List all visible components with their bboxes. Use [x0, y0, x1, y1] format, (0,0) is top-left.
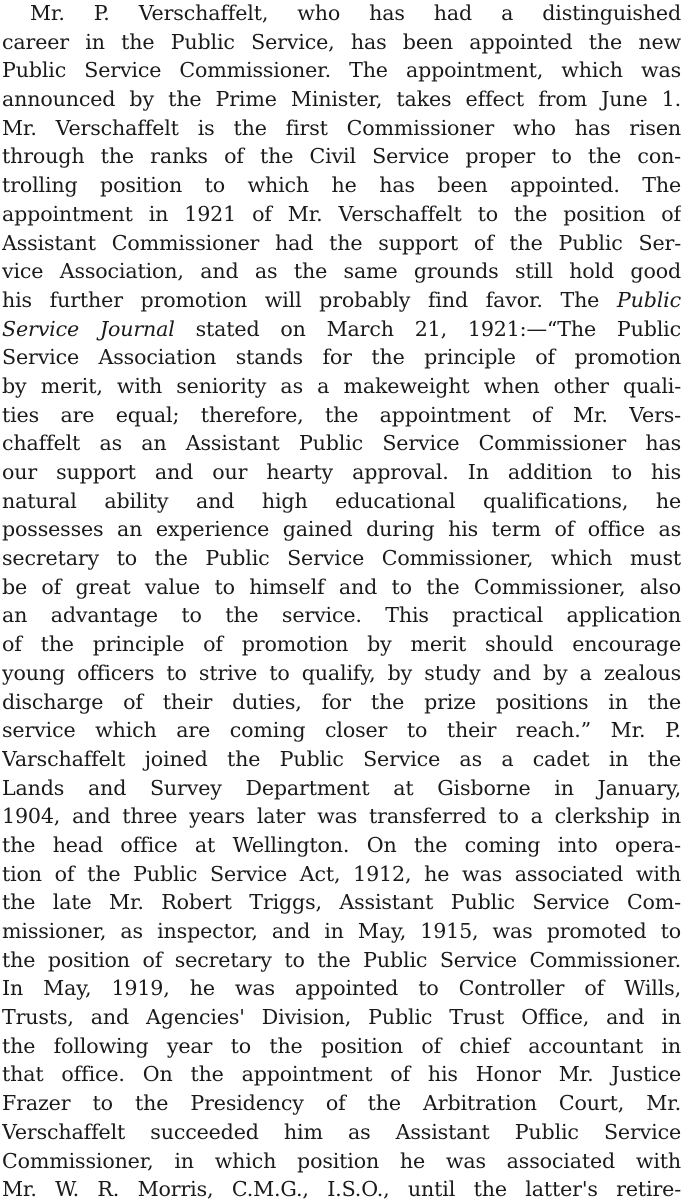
- text-line: discharge of their duties, for the prize positions in the: [2, 689, 681, 714]
- text-line: Mr. Verschaffelt is the first Commissioner who has risen: [2, 115, 681, 140]
- text-line: by merit, with seniority as a makeweight when other quali-: [2, 373, 681, 398]
- text-line: our support and our hearty approval. In addition to his: [2, 460, 681, 484]
- text-line: natural ability and high educational qualifications, he: [2, 488, 681, 513]
- text-line: Trusts, and Agencies' Division, Public Trust Office, and in: [2, 1005, 681, 1030]
- text-line: In May, 1919, he was appointed to Controller of Wills,: [2, 976, 681, 1001]
- text-segment: stated on March 21, 1921:—“The Public: [174, 316, 681, 341]
- text-line: Mr. W. R. Morris, C.M.G., I.S.O., until the latter's retire-: [2, 1177, 681, 1202]
- text-line: career in the Public Service, has been appointed the new: [2, 29, 681, 54]
- text-line: the following year to the position of chief accountant in: [2, 1033, 681, 1058]
- text-line: the head office at Wellington. On the coming into opera-: [2, 832, 681, 857]
- text-line: Lands and Survey Department at Gisborne in January,: [2, 775, 681, 800]
- text-line: ties are equal; therefore, the appointment of Mr. Vers-: [2, 402, 681, 427]
- text-line: be of great value to himself and to the Commissioner, also: [2, 574, 681, 599]
- text-line: missioner, as inspector, and in May, 1915, was promoted to: [2, 919, 681, 943]
- text-line: Public Service Commissioner. The appointment, which was: [2, 58, 681, 83]
- text-line: vice Association, and as the same grounds still hold good: [2, 259, 681, 284]
- text-line: Verschaffelt succeeded him as Assistant Public Service: [2, 1119, 681, 1144]
- text-line: of the principle of promotion by merit should encourage: [2, 632, 681, 657]
- text-line: the position of secretary to the Public Service Commissioner.: [2, 947, 681, 972]
- text-line: 1904, and three years later was transferred to a clerkship in: [2, 804, 681, 829]
- text-line-with-italic: [2, 286, 681, 315]
- text-line: secretary to the Public Service Commissioner, which must: [2, 546, 681, 571]
- text-line: young officers to strive to qualify, by study and by a zealous: [2, 660, 681, 685]
- text-line: service which are coming closer to their reach.” Mr. P.: [2, 718, 681, 743]
- text-line: Varschaffelt joined the Public Service as a cadet in the: [2, 746, 681, 771]
- text-line: possesses an experience gained during his term of office as: [2, 517, 681, 542]
- text-line: Commissioner, in which position he was associated with: [2, 1148, 681, 1173]
- text-line: Frazer to the Presidency of the Arbitration Court, Mr.: [2, 1091, 681, 1116]
- text-line: announced by the Prime Minister, takes effect from June 1.: [2, 87, 681, 112]
- text-line: an advantage to the service. This practical application: [2, 603, 681, 628]
- text-segment: his further promotion will probably find favor. The: [2, 287, 617, 312]
- text-line: through the ranks of the Civil Service proper to the con-: [2, 144, 681, 169]
- text-line: tion of the Public Service Act, 1912, he was associated with: [2, 861, 681, 886]
- text-line: that office. On the appointment of his Honor Mr. Justice: [2, 1062, 681, 1087]
- text-line: Service Association stands for the principle of promotion: [2, 345, 681, 370]
- italic-service-journal: Service Journal: [2, 316, 175, 341]
- text-line: the late Mr. Robert Triggs, Assistant Public Service Com-: [2, 890, 681, 915]
- text-line: chaffelt as an Assistant Public Service Commissioner has: [2, 431, 681, 456]
- italic-public: Public: [616, 287, 681, 312]
- text-line: trolling position to which he has been appointed. The: [2, 173, 681, 198]
- text-line: Assistant Commissioner had the support of the Public Ser-: [2, 230, 681, 255]
- text-line: Mr. P. Verschaffelt, who has had a distinguished: [30, 1, 681, 25]
- text-line: appointment in 1921 of Mr. Verschaffelt to the position of: [2, 201, 681, 226]
- text-line: [2, 315, 681, 344]
